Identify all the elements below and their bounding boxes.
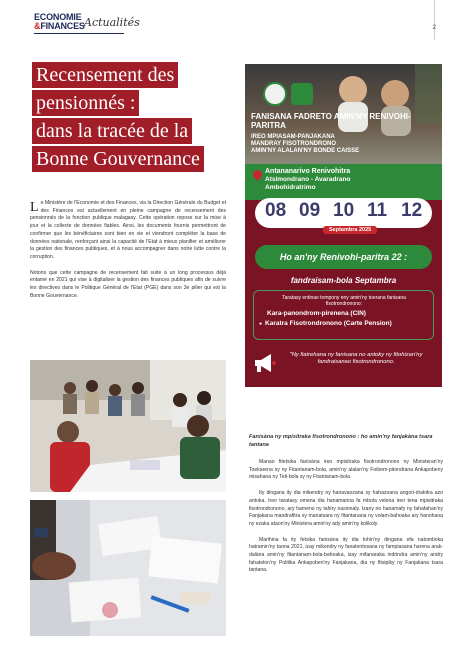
- poster-month: Septambra 2025: [323, 226, 377, 234]
- page-number: 2: [432, 25, 436, 31]
- dropcap: L: [30, 200, 39, 215]
- poster-quote: "Ny fiatrehana ny fanisana no antoky ny fitohizan'ny fandraisanao fisotrondronono.: [289, 352, 423, 365]
- paragraph-intro: Le Ministère de l'Economie et des Finances, via la Direction Générale du Budget et des Finances est actuellement en pleine campagne de recensement des pensionnés de la fonction publique malagasy. Cette opération repose sur la mise à jour et la collecte de données fiables. Ainsi, les documents fournis permettront de confirmer que les bénéficiaires sont bien en vie et viendront compléter la base de données nationale, renforçant ainsi la capacité de l'Etat à mieux planifier et améliorer la gestion des finances publiques, et à nous accompagner dans notre lutte contre la corruption.: [30, 200, 226, 260]
- title-line-4: Bonne Gouvernance: [32, 146, 204, 172]
- poster-logo-agency: [291, 83, 313, 105]
- date-2: 09: [299, 200, 321, 221]
- poster-location-3: Ambohidratrimo: [265, 184, 316, 191]
- logo-script: Actualités: [84, 16, 140, 29]
- poster-dates: [255, 198, 432, 228]
- malagasy-paragraph-1: Manao fitetsika fanisàna ireo mpisitraka fisotrondronono ny Ministeran'ny Toekarena sy ny Fitantanam-bola, amin'ny alalan'ny Foibem-pitondrana Ankapobeny misahana ny Teti-bola sy ny Fitantanam-bola.: [249, 459, 443, 481]
- logo-line-finances: &FINANCES: [34, 21, 85, 31]
- paragraph-two: Notons que cette campagne de recensement fait suite à un long processus déjà entamé en 2021 qui vise à digitaliser la gestion des finances publiques afin de suivre les directives dans le Politique Général de l'Etat (PGE) dans son 3e pilier qui est la Bonne Gouvernance.: [30, 269, 226, 299]
- date-3: 10: [333, 200, 355, 221]
- title-line-1: Recensement des: [32, 62, 178, 88]
- malagasy-paragraph-3: Marihina fa ity fetsika fanisàna ity dia tohin'ny dingana efa natomboka hatramin'ny taona 2021, izay mikendry ny fanatontosana ny fampiasana harena arak-dalàna amin'ny fitantanam-bola-bahoaka, izay mifanaraka indrindra amin'ny andry fahatelon'ny Politika Ankapoben'ny Fanjakana, dia ny fitsipiky ny Fanjakana tsara tantana.: [249, 536, 443, 574]
- malagasy-paragraph-2: Ity dingana ity dia mikendry ny hanavaozana sy hahazoana angon-drakitra azo antoka. Ireo taratasy omena dia hanamarina fa mbola velona ireo tena mpisitraka fisotrondronono, ary hameno ny tahiry nasionaly. Izany no hanamafy ny fahafahan'ny Fanjakana mandrafitra sy manatsara ny fitantanana ny volam-bahoaka ary hanohana ny ezaka ataon'ny Ministera amin'ny ady amin'ny kolikoly.: [249, 490, 443, 527]
- article-title: [32, 62, 212, 174]
- poster-doc-cin: Kara-panondrom-pirenena (CIN): [267, 310, 366, 317]
- logo-line-economie: ECONOMIE: [34, 12, 82, 22]
- poster-location-2: Atsimondrano - Avaradrano: [265, 176, 351, 183]
- megaphone-icon: [253, 352, 277, 374]
- poster-logo-ministry: [263, 82, 287, 106]
- poster-headline: FANISANA FADRETO AMIN'NY RENIVOHI-PARITRA: [251, 112, 411, 130]
- census-poster: [245, 64, 442, 387]
- date-5: 12: [401, 200, 423, 221]
- article-body-malagasy: [249, 434, 443, 583]
- magazine-logo: [34, 12, 144, 34]
- photo-census-crowd: [30, 360, 226, 492]
- masthead-divider: [434, 0, 435, 40]
- poster-doc-pension: ● Karatra Fisotrondronono (Carte Pension): [259, 320, 392, 327]
- poster-banner-2: fandraisam-bola Septambra: [290, 276, 397, 285]
- masthead: [0, 0, 474, 40]
- poster-location-1: Antananarivo Renivohitra: [265, 168, 351, 175]
- poster-photo-header: [245, 64, 442, 164]
- poster-banner: Ho an'ny Renivohi-paritra 22 :: [255, 245, 432, 269]
- article-body-french: [30, 200, 226, 308]
- poster-subline: IREO MPIASAM-PANJAKANA MANDRAY FISOTRONDRONO AMIN'NY ALALAN'NY BONDE CAISSE: [251, 134, 360, 154]
- date-4: 11: [367, 200, 388, 221]
- title-line-2: pensionnés :: [32, 90, 139, 116]
- masthead-rule: [34, 33, 124, 34]
- malagasy-subtitle: Fanisàna ny mpisitraka fisotrondronono : ho amin'ny fanjakàna tsara tantana: [249, 434, 433, 448]
- poster-requirements-intro: Taratasy entinao tompony eny amin'ny toerana fanisana fisotrondronono:: [282, 295, 406, 307]
- date-1: 08: [265, 200, 287, 221]
- photo-documents-table: [30, 500, 226, 636]
- title-line-3: dans la tracée de la: [32, 118, 192, 144]
